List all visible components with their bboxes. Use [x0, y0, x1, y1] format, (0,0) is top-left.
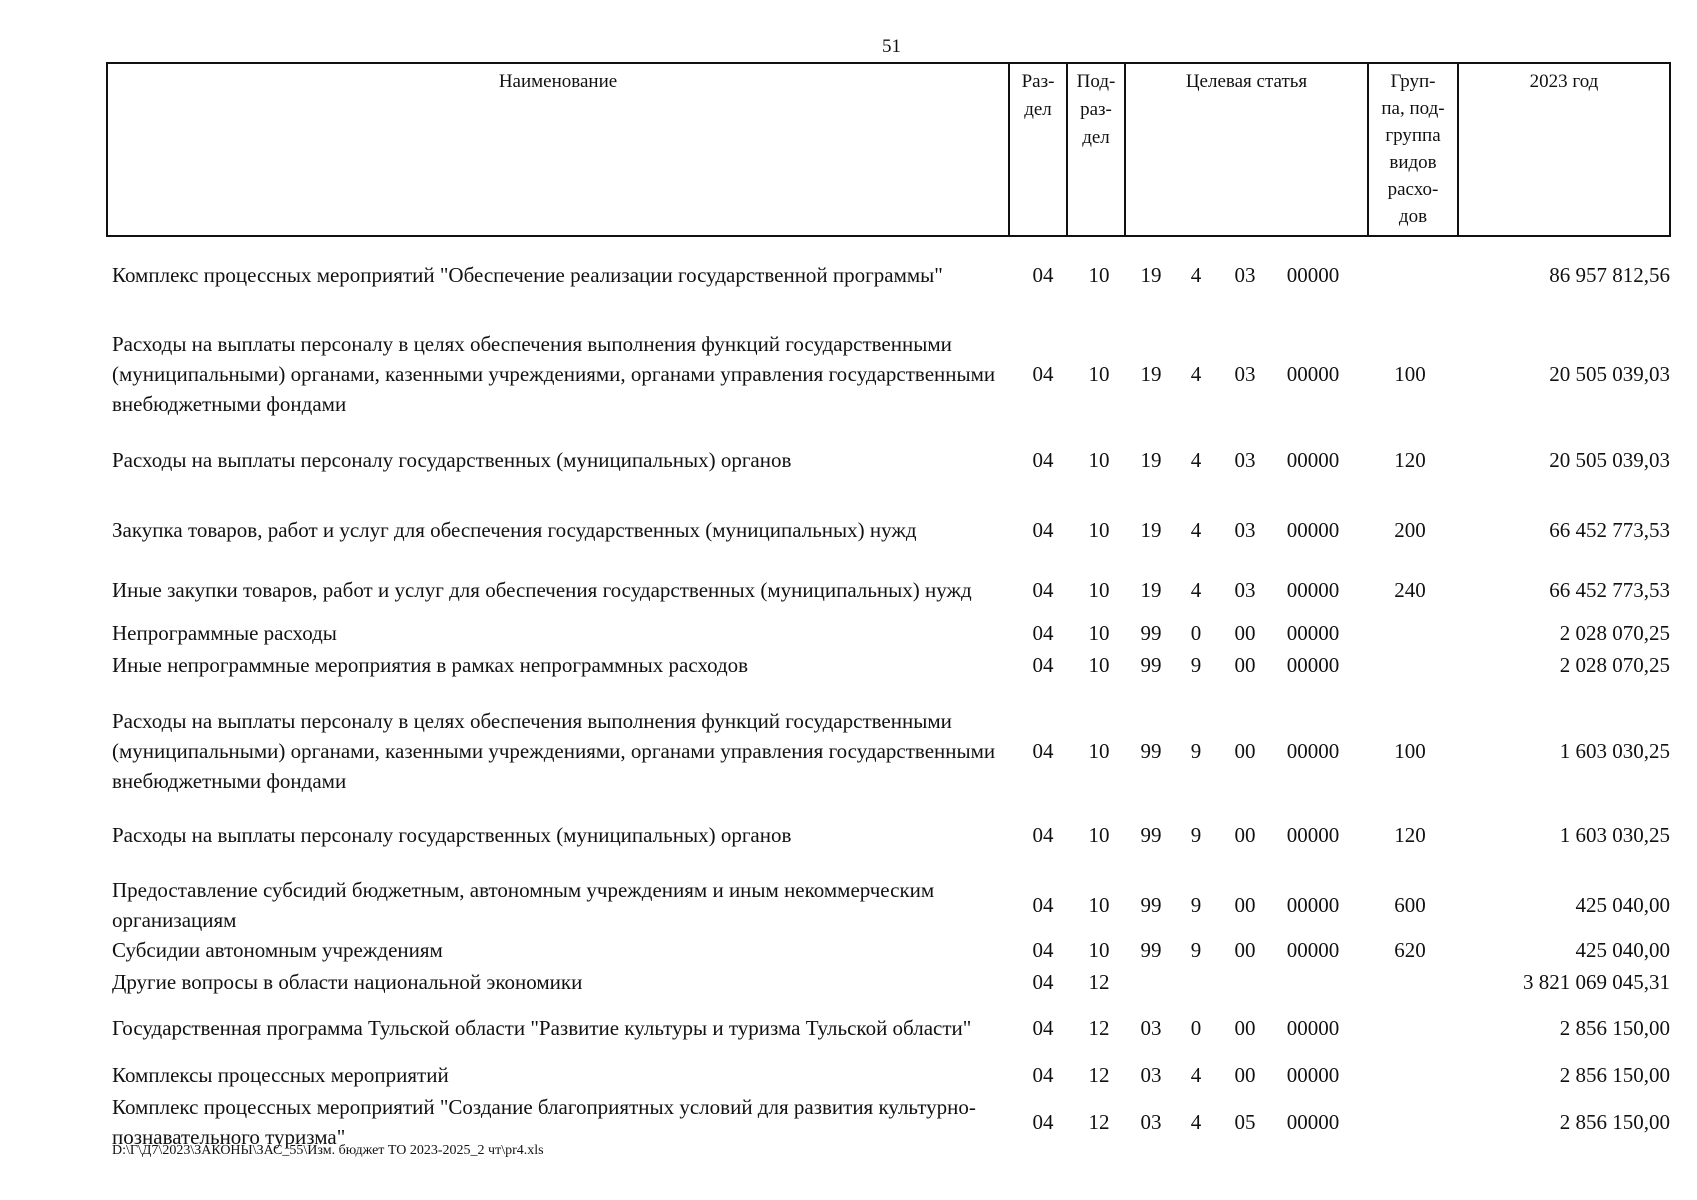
- row-cs-direction: 00000: [1286, 621, 1340, 645]
- row-cs-program: 03: [1140, 1016, 1162, 1040]
- row-cs-type: 9: [1190, 653, 1202, 677]
- row-gruppa: 200: [1394, 518, 1426, 542]
- row-podrazdel: 10: [1088, 653, 1110, 677]
- row-cs-type: 4: [1190, 448, 1202, 472]
- row-cs-program: 19: [1140, 518, 1162, 542]
- row-razdel: 04: [1032, 893, 1054, 917]
- row-gruppa: 240: [1394, 578, 1426, 602]
- header-podrazdel: Под- раз- дел: [1068, 64, 1126, 235]
- header-year: 2023 год: [1529, 71, 1599, 92]
- row-cs-program: 99: [1140, 893, 1162, 917]
- table-row: [0, 815, 1697, 855]
- row-podrazdel: 12: [1088, 1063, 1110, 1087]
- row-podrazdel: 10: [1088, 893, 1110, 917]
- row-podrazdel: 10: [1088, 448, 1110, 472]
- header-gruppa: Груп- па, под- группа видов расхо- дов: [1369, 64, 1459, 235]
- table-row: [0, 650, 1697, 680]
- row-cs-subtype: 00: [1234, 1016, 1256, 1040]
- row-cs-subtype: 05: [1234, 1110, 1256, 1134]
- row-cs-subtype: 00: [1234, 938, 1256, 962]
- row-razdel: 04: [1032, 1016, 1054, 1040]
- row-cs-subtype: 00: [1234, 823, 1256, 847]
- table-row: [0, 967, 1697, 997]
- row-name: Комплексы процессных мероприятий: [112, 1063, 449, 1087]
- row-cs-subtype: 03: [1234, 263, 1256, 287]
- row-razdel: 04: [1032, 1110, 1054, 1134]
- row-amount: 425 040,00: [1575, 893, 1670, 917]
- row-name: Расходы на выплаты персоналу государственных (муниципальных) органов: [112, 823, 792, 847]
- table-row: [0, 440, 1697, 480]
- row-name: Комплекс процессных мероприятий "Создание благоприятных условий для развития культурно-познавательного туризма": [112, 1095, 976, 1149]
- row-cs-type: 9: [1190, 893, 1202, 917]
- row-cs-direction: 00000: [1286, 448, 1340, 472]
- footer-file-path: D:\Г\Д7\2023\ЗАКОНЫ\ЗАС_55\Изм. бюджет ТО 2023-2025_2 чт\pr4.xls: [112, 1143, 544, 1158]
- row-amount: 1 603 030,25: [1559, 823, 1670, 847]
- row-cs-subtype: 03: [1234, 448, 1256, 472]
- table-row: [0, 618, 1697, 648]
- row-cs-direction: 00000: [1286, 1110, 1340, 1134]
- row-cs-type: 4: [1190, 362, 1202, 386]
- row-name: Непрограммные расходы: [112, 621, 337, 645]
- row-podrazdel: 10: [1088, 578, 1110, 602]
- table-row: [0, 935, 1697, 965]
- row-amount: 86 957 812,56: [1549, 263, 1670, 287]
- row-name: Расходы на выплаты персоналу государственных (муниципальных) органов: [112, 448, 792, 472]
- row-amount: 20 505 039,03: [1549, 362, 1670, 386]
- row-cs-direction: 00000: [1286, 739, 1340, 763]
- row-cs-program: 99: [1140, 938, 1162, 962]
- table-header: [106, 62, 1671, 237]
- header-razdel: Раз- дел: [1010, 64, 1068, 235]
- row-name: Иные непрограммные мероприятия в рамках непрограммных расходов: [112, 653, 749, 677]
- row-amount: 2 856 150,00: [1559, 1063, 1670, 1087]
- row-podrazdel: 10: [1088, 739, 1110, 763]
- row-podrazdel: 10: [1088, 518, 1110, 542]
- row-cs-type: 0: [1190, 1016, 1202, 1040]
- row-amount: 2 028 070,25: [1559, 621, 1670, 645]
- row-cs-program: 19: [1140, 578, 1162, 602]
- row-podrazdel: 12: [1088, 1016, 1110, 1040]
- row-razdel: 04: [1032, 362, 1054, 386]
- row-razdel: 04: [1032, 448, 1054, 472]
- row-cs-subtype: 00: [1234, 893, 1256, 917]
- row-cs-program: 19: [1140, 448, 1162, 472]
- row-cs-type: 9: [1190, 739, 1202, 763]
- row-cs-direction: 00000: [1286, 263, 1340, 287]
- row-gruppa: 120: [1394, 448, 1426, 472]
- row-cs-subtype: 00: [1234, 1063, 1256, 1087]
- row-amount: 2 856 150,00: [1559, 1016, 1670, 1040]
- table-row: [0, 1060, 1697, 1090]
- row-name: Закупка товаров, работ и услуг для обеспечения государственных (муниципальных) нужд: [112, 518, 917, 542]
- row-razdel: 04: [1032, 578, 1054, 602]
- row-gruppa: 100: [1394, 739, 1426, 763]
- row-amount: 2 856 150,00: [1559, 1110, 1670, 1134]
- row-razdel: 04: [1032, 970, 1054, 994]
- row-cs-type: 4: [1190, 263, 1202, 287]
- row-razdel: 04: [1032, 653, 1054, 677]
- row-podrazdel: 10: [1088, 823, 1110, 847]
- row-cs-direction: 00000: [1286, 938, 1340, 962]
- header-name: Наименование: [108, 64, 1010, 235]
- table-row: [0, 244, 1697, 306]
- row-cs-subtype: 00: [1234, 653, 1256, 677]
- table-row: [0, 695, 1697, 807]
- row-podrazdel: 10: [1088, 263, 1110, 287]
- row-cs-direction: 00000: [1286, 362, 1340, 386]
- row-name: Предоставление субсидий бюджетным, автономным учреждениям и иным некоммерческим организациям: [112, 878, 935, 932]
- row-amount: 66 452 773,53: [1549, 578, 1670, 602]
- row-cs-program: 03: [1140, 1110, 1162, 1134]
- row-podrazdel: 10: [1088, 362, 1110, 386]
- row-gruppa: 120: [1394, 823, 1426, 847]
- row-cs-program: 19: [1140, 362, 1162, 386]
- row-razdel: 04: [1032, 1063, 1054, 1087]
- row-cs-type: 9: [1190, 938, 1202, 962]
- row-cs-direction: 00000: [1286, 823, 1340, 847]
- table-row: [0, 560, 1697, 620]
- row-name: Иные закупки товаров, работ и услуг для обеспечения государственных (муниципальных) нужд: [112, 578, 972, 602]
- row-cs-type: 9: [1190, 823, 1202, 847]
- row-cs-direction: 00000: [1286, 893, 1340, 917]
- row-cs-direction: 00000: [1286, 1016, 1340, 1040]
- row-gruppa: 620: [1394, 938, 1426, 962]
- row-cs-subtype: 03: [1234, 362, 1256, 386]
- row-podrazdel: 12: [1088, 1110, 1110, 1134]
- row-name: Расходы на выплаты персоналу в целях обеспечения выполнения функций государственными (муниципальными) органами, казенными учреждениями, органами управления государственными внебюджетными фондами: [112, 709, 996, 793]
- row-cs-program: 99: [1140, 621, 1162, 645]
- row-cs-subtype: 00: [1234, 739, 1256, 763]
- table-row: [0, 875, 1697, 935]
- row-cs-program: 19: [1140, 263, 1162, 287]
- row-gruppa: 600: [1394, 893, 1426, 917]
- header-celevaya-statya: Целевая статья: [1126, 64, 1369, 235]
- row-razdel: 04: [1032, 263, 1054, 287]
- row-gruppa: 100: [1394, 362, 1426, 386]
- row-amount: 425 040,00: [1575, 938, 1670, 962]
- row-cs-program: 03: [1140, 1063, 1162, 1087]
- row-cs-direction: 00000: [1286, 578, 1340, 602]
- row-cs-type: 4: [1190, 1110, 1202, 1134]
- row-podrazdel: 10: [1088, 938, 1110, 962]
- row-cs-type: 0: [1190, 621, 1202, 645]
- row-cs-program: 99: [1140, 823, 1162, 847]
- row-podrazdel: 10: [1088, 621, 1110, 645]
- row-razdel: 04: [1032, 938, 1054, 962]
- row-amount: 20 505 039,03: [1549, 448, 1670, 472]
- row-razdel: 04: [1032, 739, 1054, 763]
- row-razdel: 04: [1032, 518, 1054, 542]
- table-row: [0, 998, 1697, 1058]
- row-name: Государственная программа Тульской области "Развитие культуры и туризма Тульской области": [112, 1016, 972, 1040]
- row-razdel: 04: [1032, 823, 1054, 847]
- row-cs-direction: 00000: [1286, 653, 1340, 677]
- row-cs-type: 4: [1190, 518, 1202, 542]
- row-cs-subtype: 03: [1234, 578, 1256, 602]
- row-podrazdel: 12: [1088, 970, 1110, 994]
- row-amount: 3 821 069 045,31: [1523, 970, 1670, 994]
- row-amount: 66 452 773,53: [1549, 518, 1670, 542]
- page-number: 51: [882, 36, 901, 57]
- table-row: [0, 318, 1697, 430]
- row-razdel: 04: [1032, 621, 1054, 645]
- row-cs-program: 99: [1140, 653, 1162, 677]
- row-amount: 2 028 070,25: [1559, 653, 1670, 677]
- row-name: Комплекс процессных мероприятий "Обеспечение реализации государственной программы": [112, 263, 943, 287]
- row-cs-type: 4: [1190, 1063, 1202, 1087]
- row-name: Субсидии автономным учреждениям: [112, 938, 443, 962]
- table-row: [0, 500, 1697, 560]
- row-cs-program: 99: [1140, 739, 1162, 763]
- row-amount: 1 603 030,25: [1559, 739, 1670, 763]
- row-cs-type: 4: [1190, 578, 1202, 602]
- row-cs-direction: 00000: [1286, 518, 1340, 542]
- row-cs-subtype: 03: [1234, 518, 1256, 542]
- row-cs-subtype: 00: [1234, 621, 1256, 645]
- row-name: Расходы на выплаты персоналу в целях обеспечения выполнения функций государственными (муниципальными) органами, казенными учреждениями, органами управления государственными внебюджетными фондами: [112, 332, 996, 416]
- row-name: Другие вопросы в области национальной экономики: [112, 970, 583, 994]
- row-cs-direction: 00000: [1286, 1063, 1340, 1087]
